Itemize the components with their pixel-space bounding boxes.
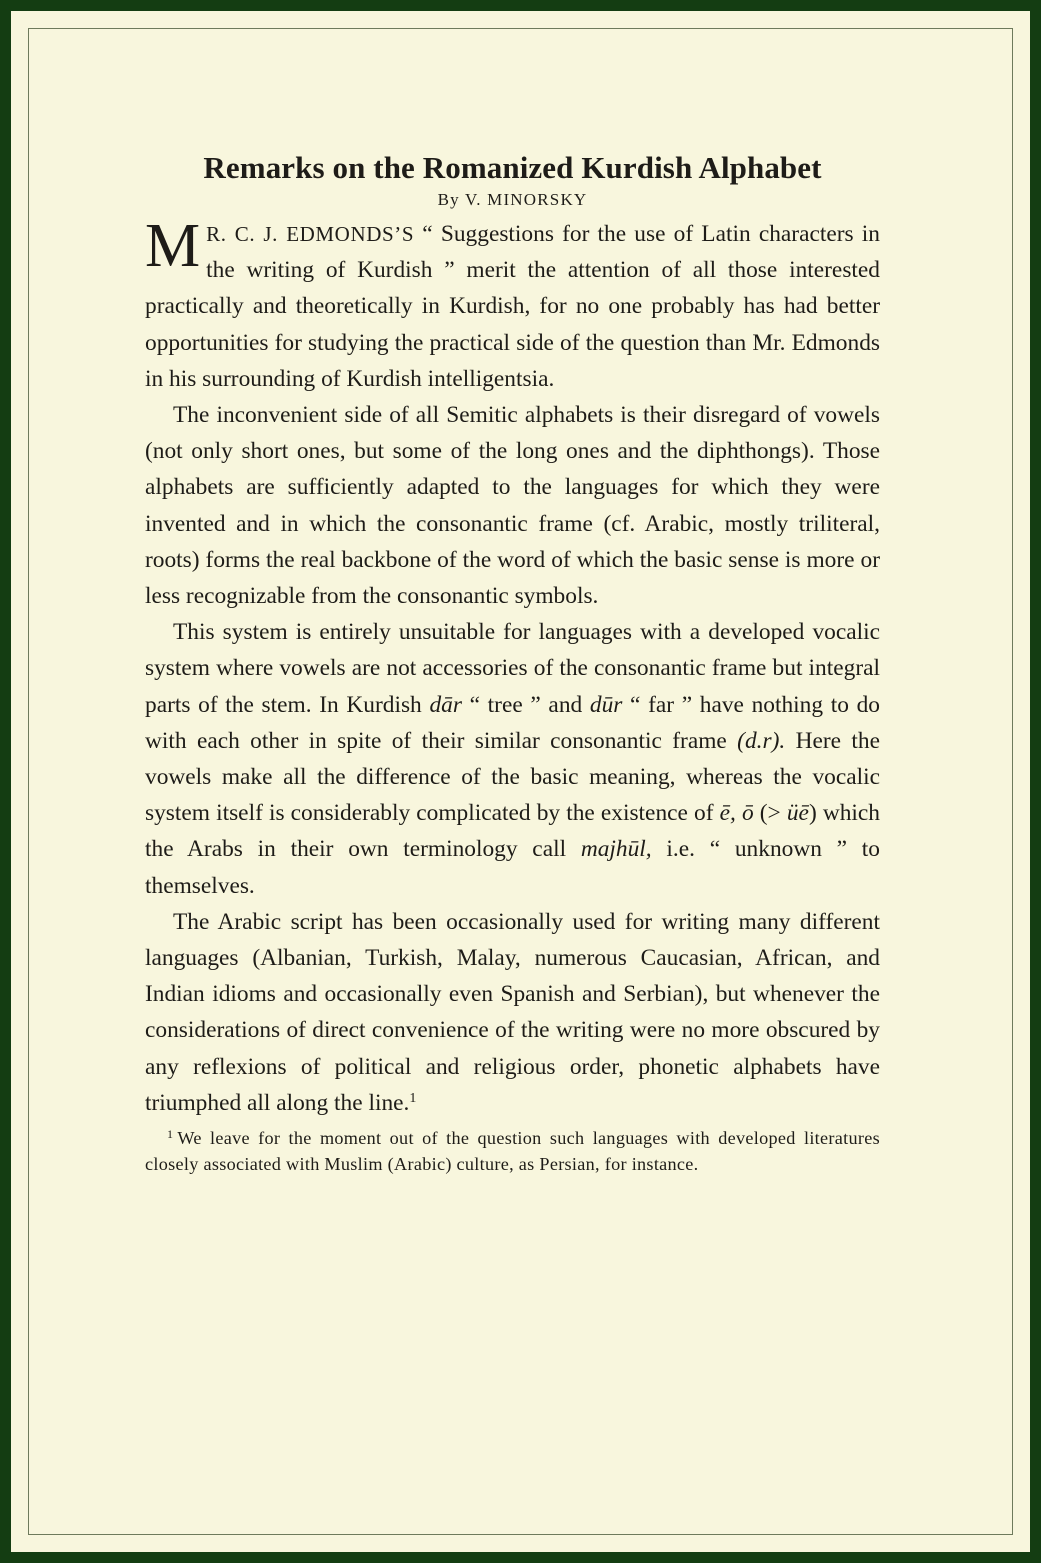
author-name-smallcaps: R. C. J. EDMONDS’S — [206, 222, 415, 246]
term-dr: (d.r). — [737, 727, 786, 754]
footnote-mark: 1 — [167, 1127, 174, 1142]
paragraph-2: The inconvenient side of all Semitic alphabets is their disregard of vowels (not only short ones, but some of the long ones and the diphthongs). Those alphabets are sufficiently adapted to the languages for which they were invented and in which the consonantic frame (cf. Arabic, mostly triliteral, roots) forms the real backbone of the word of which the basic sense is more or less recognizable from the consonantic symbols. — [145, 402, 880, 610]
paragraph-1-text: “ Suggestions for the use of Latin characters in the writing of Kurdish ” merit the attention of all those interested practically and theoretically in Kurdish, for no one probably has had better opportunities for studying the practical side of the question than Mr. Edmonds in his surrounding of Kurdish intelligentsia. — [145, 221, 881, 392]
footnote-text: We leave for the moment out of the question such languages with developed literatures closely associated with Muslim (Arabic) culture, as Persian, for instance. — [145, 1128, 880, 1175]
paragraph-3-text-h: i.e. “ unknown ” to themselves. — [145, 836, 880, 899]
paragraph-4-text: The Arabic script has been occasionally used for writing many different languages (Albanian, Turkish, Malay, numerous Caucasian, African, and Indian idioms and occasionally even Spanish and Serbian), but whenever the considerations of direct convenience of the writing were no more obscured by any reflexions of political and religious order, phonetic alphabets have triumphed all along the line. — [145, 908, 880, 1116]
paragraph-3 — [145, 614, 880, 904]
term-dar: dār — [429, 691, 462, 718]
article-byline: By V. MINORSKY — [437, 190, 588, 209]
paragraph-3-text-g: ) which the Arabs in their own terminology call — [145, 800, 880, 863]
term-ue: üē — [786, 800, 809, 827]
term-majhul: majhūl, — [580, 836, 652, 863]
paragraph-4 — [145, 904, 880, 1121]
term-e-o: ē, ō — [719, 800, 754, 827]
paragraph-1 — [145, 212, 881, 397]
paragraph-3-text-d: Here the vowels make all the difference of the basic meaning, whereas the vocalic system itself is considerably complicated by the existence of — [145, 727, 881, 827]
paragraph-3-text-c: “ far ” have nothing to do with each other in spite of their similar consonantic frame — [145, 691, 881, 754]
drop-cap: M — [145, 212, 201, 280]
article-title: Remarks on the Romanized Kurdish Alphabet — [203, 150, 822, 185]
article-page — [145, 148, 880, 1177]
footnote — [145, 1125, 880, 1177]
footnote-reference: 1 — [409, 1090, 417, 1106]
paragraph-3-text-f: (> — [753, 800, 787, 827]
paragraph-3-text-a: This system is entirely unsuitable for languages with a developed vocalic system where vowels are not accessories of the consonantic frame but integral parts of the stem. In Kurdish — [145, 619, 880, 718]
paragraph-3-text-b: “ tree ” and — [461, 691, 590, 718]
article-body — [145, 212, 881, 1121]
term-dur: dūr — [589, 691, 623, 718]
